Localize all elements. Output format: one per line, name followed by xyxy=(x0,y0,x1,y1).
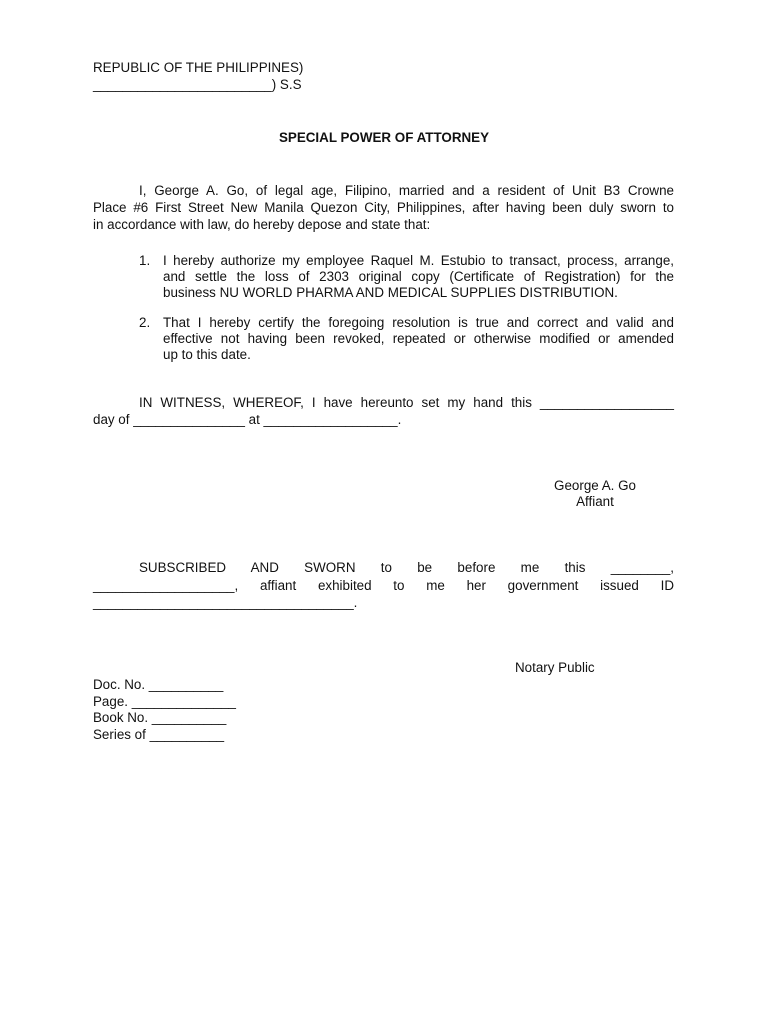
subscribed-line-1: SUBSCRIBED AND SWORN to be before me this ________, xyxy=(139,560,674,575)
subscribed-line-3: ___________________________________. xyxy=(93,595,358,610)
item-2-line-3: up to this date. xyxy=(163,347,251,362)
signatory-name: George A. Go xyxy=(554,478,636,493)
item-2-number: 2. xyxy=(139,315,151,330)
header-ss-line: ________________________) S.S xyxy=(93,77,302,92)
item-1-line-1: I hereby authorize my employee Raquel M. Estubio to transact, process, arrange, xyxy=(163,253,674,268)
item-1-line-3: business NU WORLD PHARMA AND MEDICAL SUPPLIES DISTRIBUTION. xyxy=(163,285,618,300)
series-field: Series of __________ xyxy=(93,727,225,742)
intro-line-2: Place #6 First Street New Manila Quezon City, Philippines, after having been duly sworn to xyxy=(93,200,674,215)
item-2-line-1: That I hereby certify the foregoing resolution is true and correct and valid and xyxy=(163,315,674,330)
notary-public-label: Notary Public xyxy=(515,660,595,675)
doc-number-field: Doc. No. __________ xyxy=(93,677,224,692)
item-2-line-2: effective not having been revoked, repeated or otherwise modified or amended xyxy=(163,331,674,346)
item-1-number: 1. xyxy=(139,253,151,268)
witness-line-1: IN WITNESS, WHEREOF, I have hereunto set my hand this __________________ xyxy=(139,395,674,410)
page-number-field: Page. ______________ xyxy=(93,694,236,709)
subscribed-line-2: ___________________, affiant exhibited to me her government issued ID xyxy=(93,578,674,593)
intro-line-1: I, George A. Go, of legal age, Filipino, married and a resident of Unit B3 Crowne xyxy=(139,183,674,198)
book-number-field: Book No. __________ xyxy=(93,710,227,725)
item-1-line-2: and settle the loss of 2303 original copy (Certificate of Registration) for the xyxy=(163,269,674,284)
document-title: SPECIAL POWER OF ATTORNEY xyxy=(278,130,490,145)
signatory-role: Affiant xyxy=(576,494,614,509)
header-republic: REPUBLIC OF THE PHILIPPINES) xyxy=(93,60,304,75)
intro-line-3: in accordance with law, do hereby depose and state that: xyxy=(93,217,431,232)
witness-line-2: day of _______________ at __________________. xyxy=(93,412,402,427)
